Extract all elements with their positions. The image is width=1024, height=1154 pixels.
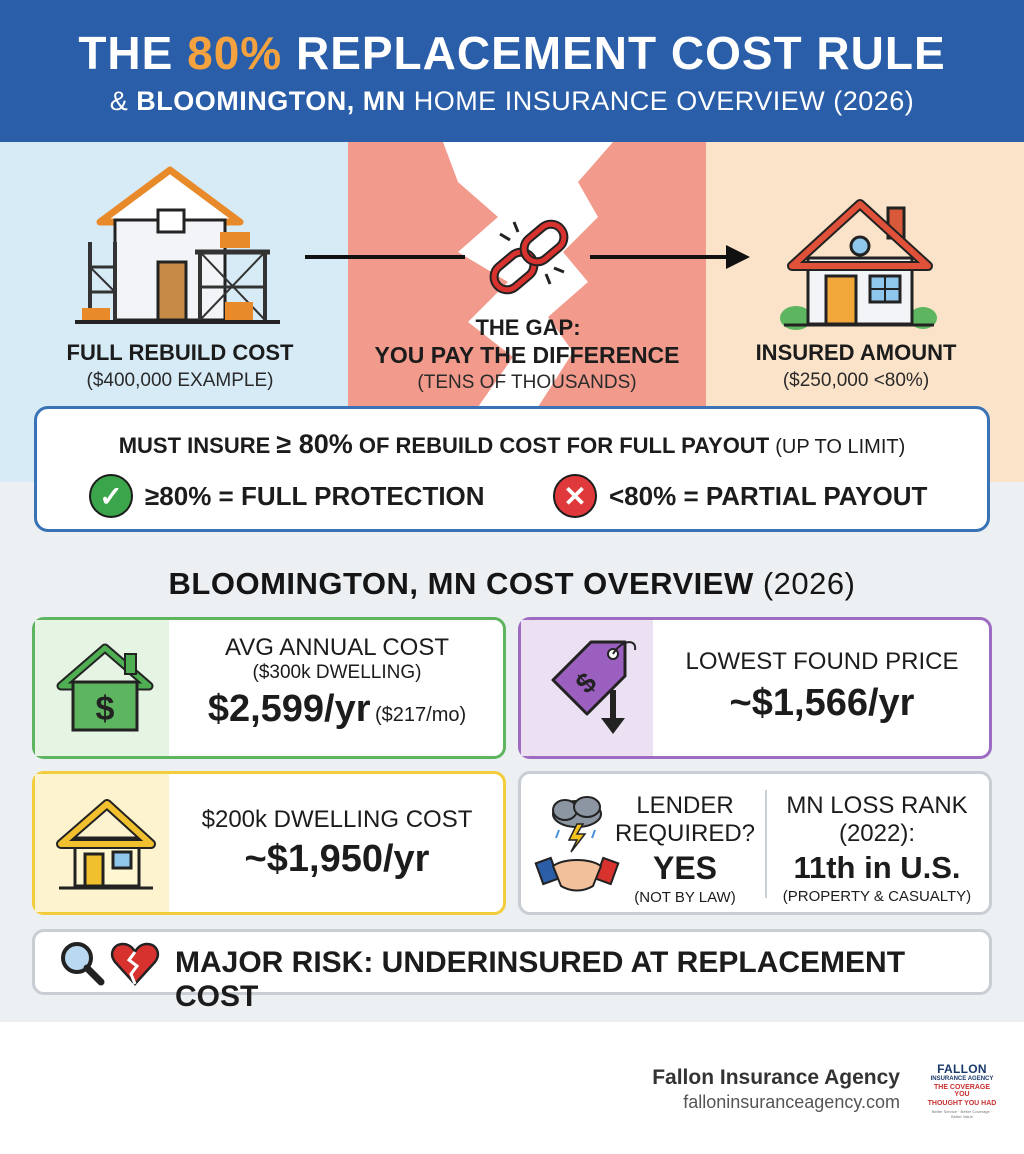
dwelling-200k-value: ~$1,950/yr bbox=[244, 838, 430, 880]
lowest-price-label: LOWEST FOUND PRICE bbox=[685, 648, 959, 675]
check-icon: ✓ bbox=[89, 474, 133, 518]
rank-value: 11th in U.S. bbox=[793, 850, 961, 885]
agency-logo: FALLON INSURANCE AGENCY THE COVERAGE YOU THOUGHT YOU HAD Better Service · Better Coverage · Better Value bbox=[927, 1062, 997, 1119]
rebuild-cost-label: FULL REBUILD COST bbox=[66, 340, 294, 365]
lowest-price-card bbox=[518, 617, 992, 759]
avg-cost-dwelling: ($300k DWELLING) bbox=[252, 662, 422, 683]
lender-rank-card bbox=[518, 771, 992, 915]
svg-text:$: $ bbox=[569, 666, 603, 700]
insured-amount-label: INSURED AMOUNT bbox=[755, 340, 957, 365]
dwelling-200k-card bbox=[32, 771, 506, 915]
house-icon bbox=[55, 796, 155, 892]
rule-box bbox=[34, 406, 990, 532]
magnifier-broken-heart-icon bbox=[57, 938, 167, 988]
rank-label-1: MN LOSS RANK bbox=[786, 792, 968, 819]
svg-text:$: $ bbox=[95, 690, 115, 728]
rule-statement: MUST INSURE ≥ 80% OF REBUILD COST FOR FULL PAYOUT (UP TO LIMIT) bbox=[118, 429, 906, 459]
insured-house-icon bbox=[778, 200, 938, 330]
overview-title: BLOOMINGTON, MN COST OVERVIEW (2026) bbox=[168, 566, 856, 601]
price-tag-down-icon bbox=[539, 634, 643, 742]
avg-annual-cost-card bbox=[32, 617, 506, 759]
arrow-head bbox=[726, 245, 750, 269]
insured-amount-example: ($250,000 <80%) bbox=[782, 370, 930, 391]
broken-chain-icon bbox=[478, 214, 578, 304]
lender-label-1: LENDER bbox=[636, 792, 734, 819]
lender-value: YES bbox=[652, 850, 718, 886]
lowest-price-value: ~$1,566/yr bbox=[729, 682, 915, 724]
dwelling-200k-label: $200k DWELLING COST bbox=[201, 806, 473, 833]
arrow-right-segment bbox=[590, 255, 730, 259]
avg-cost-monthly: ($217/mo) bbox=[375, 704, 467, 726]
lender-note: (NOT BY LAW) bbox=[634, 889, 736, 906]
page-subtitle: & BLOOMINGTON, MN HOME INSURANCE OVERVIEW (2026) bbox=[109, 86, 915, 116]
page-title: THE 80% REPLACEMENT COST RULE bbox=[78, 27, 946, 79]
header-banner bbox=[0, 0, 1024, 142]
house-under-construction-icon bbox=[70, 162, 280, 332]
gap-title: THE GAP: bbox=[475, 315, 581, 340]
avg-cost-value: $2,599/yr bbox=[207, 688, 371, 730]
gap-note: (TENS OF THOUSANDS) bbox=[417, 372, 637, 393]
house-dollar-icon bbox=[55, 642, 155, 734]
partial-payout-badge: ✕ <80% = PARTIAL PAYOUT bbox=[553, 473, 927, 519]
agency-name: Fallon Insurance Agency bbox=[652, 1066, 900, 1089]
rebuild-cost-example: ($400,000 EXAMPLE) bbox=[86, 370, 274, 391]
full-protection-badge: ✓ ≥80% = FULL PROTECTION bbox=[89, 473, 485, 519]
rank-note: (PROPERTY & CASUALTY) bbox=[782, 888, 972, 905]
x-icon: ✕ bbox=[553, 474, 597, 518]
major-risk-text: MAJOR RISK: UNDERINSURED AT REPLACEMENT COST bbox=[175, 946, 906, 1013]
arrow-left-segment bbox=[305, 255, 465, 259]
lender-label-2: REQUIRED? bbox=[614, 820, 756, 847]
rank-label-2: (2022): bbox=[838, 820, 916, 847]
major-risk-banner bbox=[32, 929, 992, 1013]
avg-cost-label: AVG ANNUAL COST bbox=[224, 634, 450, 661]
storm-handshake-icon bbox=[537, 794, 617, 898]
divider bbox=[765, 790, 767, 898]
agency-url[interactable]: falloninsuranceagency.com bbox=[683, 1092, 900, 1112]
title-accent: 80% bbox=[187, 27, 283, 79]
gap-subtitle: YOU PAY THE DIFFERENCE bbox=[374, 342, 680, 368]
